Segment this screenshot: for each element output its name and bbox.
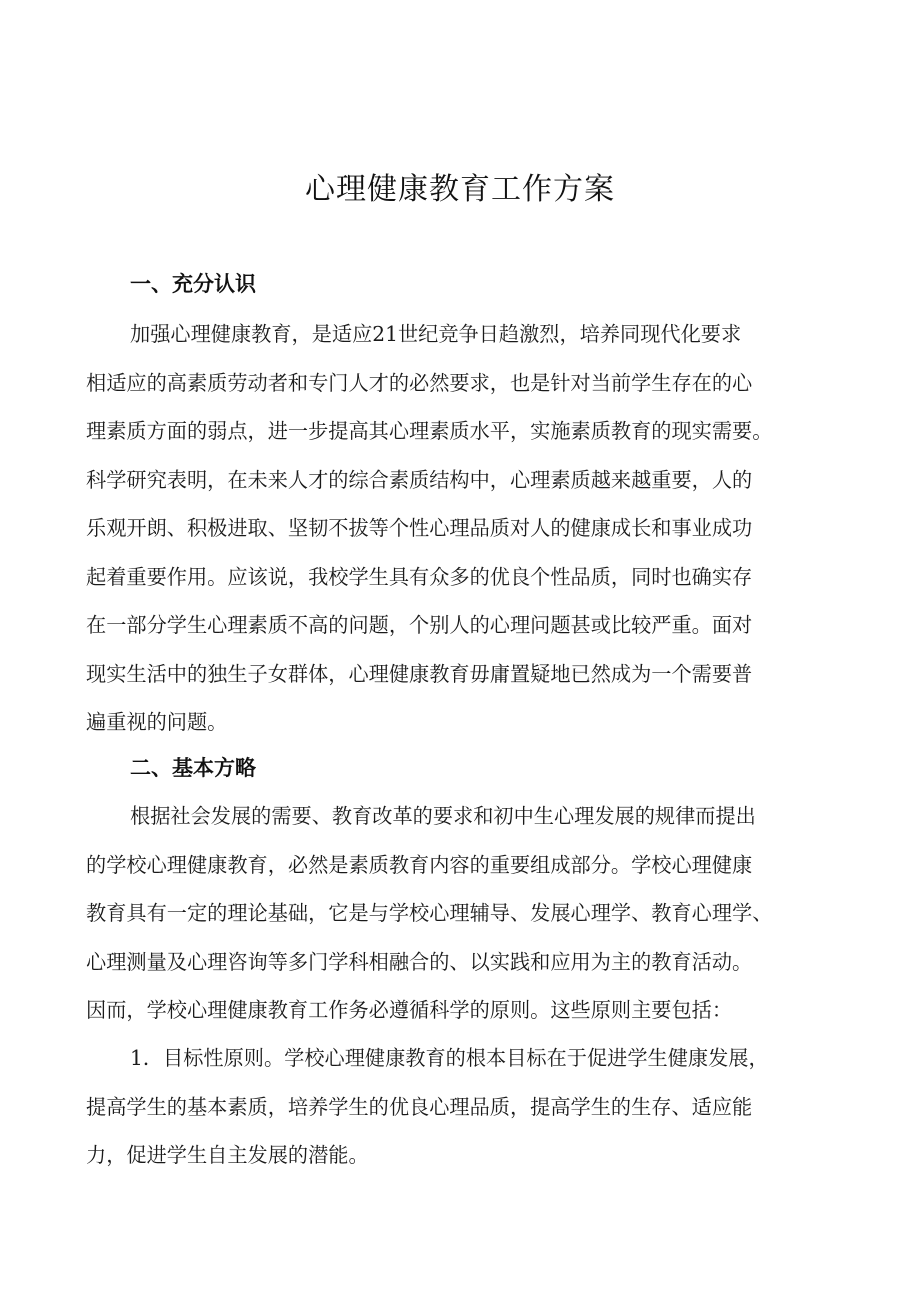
- paragraph-line: 力，促进学生自主发展的潜能。: [86, 1143, 369, 1167]
- paragraph-line: 因而，学校心理健康教育工作务必遵循科学的原则。这些原则主要包括：: [86, 998, 733, 1022]
- paragraph-goal-principle: [86, 1034, 858, 1180]
- paragraph-line: 心理测量及心理咨询等多门学科相融合的、以实践和应用为主的教育活动。: [86, 949, 753, 974]
- paragraph-line: 理素质方面的弱点，进一步提高其心理素质水平，实施素质教育的现实需要。: [86, 419, 773, 443]
- paragraph-line: 在一部分学生心理素质不高的问题，个别人的心理问题甚或比较严重。面对: [86, 613, 753, 637]
- paragraph-line: 科学研究表明，在未来人才的综合素质结构中，心理素质越来越重要，人的: [86, 467, 753, 492]
- paragraph-line: 相适应的高素质劳动者和专门人才的必然要求，也是针对当前学生存在的心: [86, 370, 753, 395]
- document-title: 心理健康教育工作方案: [305, 172, 615, 207]
- paragraph-line: 根据社会发展的需要、教育改革的要求和初中生心理发展的规律而提出: [130, 804, 756, 828]
- paragraph-recognition: [86, 310, 858, 747]
- section-heading-recognition: 一、充分认识: [130, 272, 256, 296]
- paragraph-line: 教育具有一定的理论基础，它是与学校心理辅导、发展心理学、教育心理学、: [86, 901, 773, 925]
- paragraph-line: 遍重视的问题。: [86, 710, 228, 734]
- paragraph-line: 加强心理健康教育，是适应21世纪竞争日趋激烈，培养同现代化要求: [130, 322, 742, 346]
- paragraph-line: 提高学生的基本素质，培养学生的优良心理品质，提高学生的生存、适应能: [86, 1094, 753, 1119]
- paragraph-line: 乐观开朗、积极进取、坚韧不拔等个性心理品质对人的健康成长和事业成功: [86, 516, 753, 540]
- paragraph-line: 1．目标性原则。学校心理健康教育的根本目标在于促进学生健康发展，: [130, 1046, 769, 1070]
- paragraph-line: 现实生活中的独生子女群体，心理健康教育毋庸置疑地已然成为一个需要普: [86, 661, 753, 686]
- section-heading-strategy: 二、基本方略: [130, 756, 256, 780]
- paragraph-line: 的学校心理健康教育，必然是素质教育内容的重要组成部分。学校心理健康: [86, 852, 753, 877]
- paragraph-line: 起着重要作用。应该说，我校学生具有众多的优良个性品质，同时也确实存: [86, 564, 753, 589]
- paragraph-strategy: [86, 792, 858, 1035]
